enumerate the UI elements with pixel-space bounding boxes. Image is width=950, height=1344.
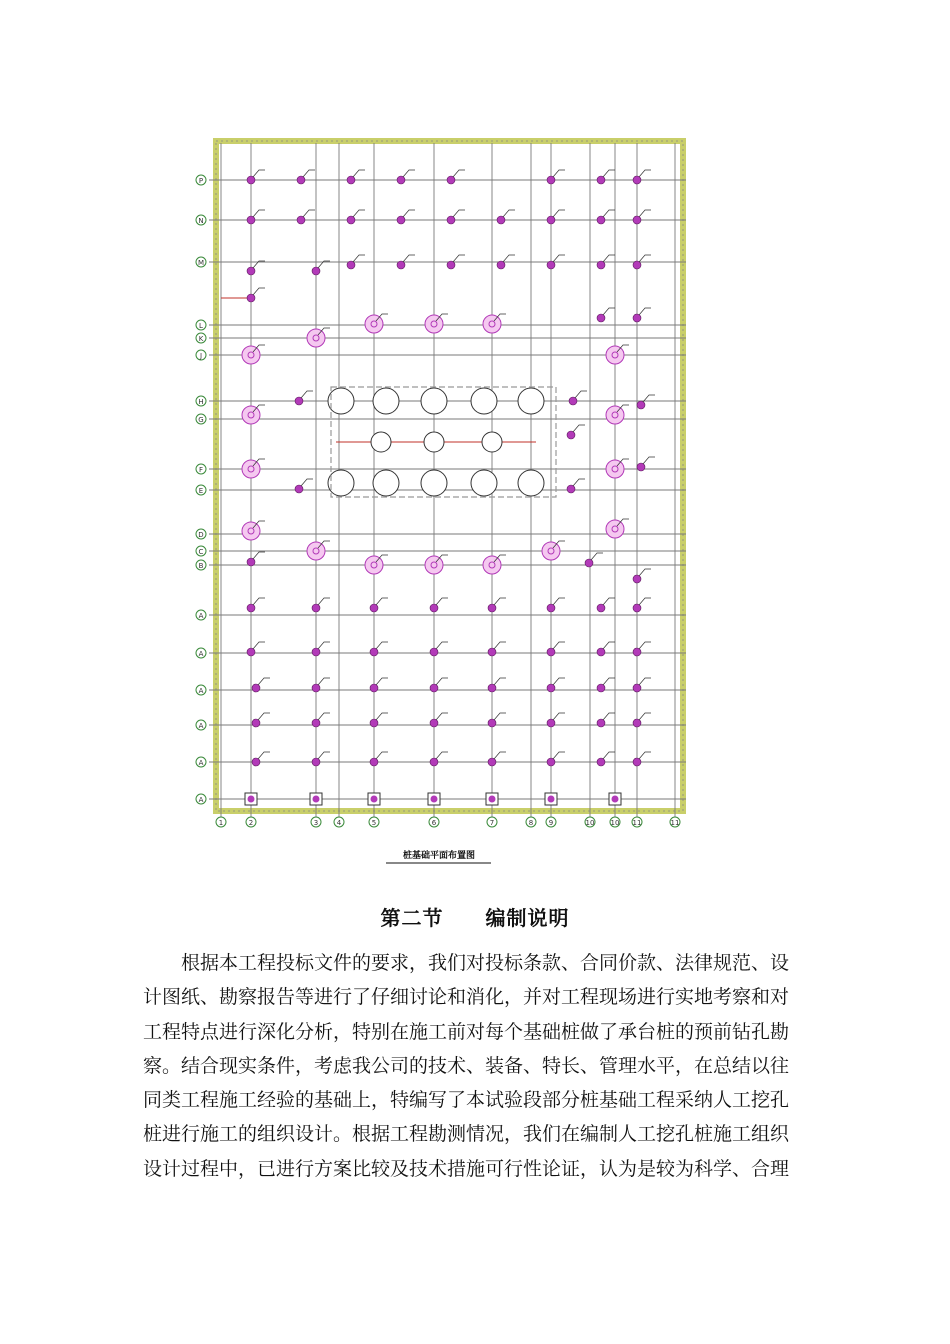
pile-leader xyxy=(436,598,448,605)
pile-leader xyxy=(436,752,448,759)
pile xyxy=(597,604,605,612)
pile-leader xyxy=(301,479,313,486)
pile xyxy=(488,648,496,656)
pile xyxy=(497,261,505,269)
pile xyxy=(488,684,496,692)
pile-leader xyxy=(603,170,615,177)
axis-label: D xyxy=(198,531,204,539)
plan-caption: 桩基础平面布置图 xyxy=(402,851,476,861)
core-pile xyxy=(373,388,399,414)
pile-large xyxy=(365,556,383,574)
axis-label: 10 xyxy=(585,819,595,827)
pile-leader xyxy=(494,678,506,685)
pile-leader xyxy=(258,678,270,685)
pile-leader xyxy=(318,642,330,649)
pile-large xyxy=(365,315,383,333)
pile-leader xyxy=(318,752,330,759)
pile xyxy=(252,758,260,766)
core-pile xyxy=(373,470,399,496)
pile xyxy=(347,216,355,224)
pile xyxy=(637,401,645,409)
pile-leader xyxy=(553,210,565,217)
pile xyxy=(347,261,355,269)
pile-leader xyxy=(453,255,465,262)
axis-label: 6 xyxy=(431,819,437,827)
pile xyxy=(547,684,555,692)
pile xyxy=(252,719,260,727)
pile xyxy=(633,684,641,692)
pile-large xyxy=(242,406,260,424)
pile xyxy=(397,176,405,184)
pile xyxy=(430,648,438,656)
pile-leader xyxy=(376,713,388,720)
paragraph-line: 设计过程中，已进行方案比较及技术措施可行性论证，认为是较为科学、合理 xyxy=(143,1157,790,1180)
pile xyxy=(567,485,575,493)
pile xyxy=(633,261,641,269)
core-pile xyxy=(421,388,447,414)
axis-label: G xyxy=(198,416,204,424)
pile-leader xyxy=(403,170,415,177)
axis-label: F xyxy=(198,466,204,474)
paragraph-line: 工程特点进行深化分析，特别在施工前对每个基础桩做了承台桩的预前钻孔勘 xyxy=(143,1020,790,1043)
pile xyxy=(370,684,378,692)
axis-label: 7 xyxy=(489,819,495,827)
pile-leader xyxy=(639,210,651,217)
pile xyxy=(430,719,438,727)
pile xyxy=(247,176,255,184)
pile-leader xyxy=(494,598,506,605)
pile-leader xyxy=(453,170,465,177)
pile xyxy=(597,216,605,224)
pile-leader xyxy=(494,752,506,759)
axis-label: 11 xyxy=(670,819,680,827)
axis-label: E xyxy=(198,487,204,495)
pile-large xyxy=(606,406,624,424)
core-pile xyxy=(518,470,544,496)
pile xyxy=(397,261,405,269)
pile xyxy=(295,397,303,405)
pile-leader xyxy=(639,598,651,605)
pile-leader xyxy=(453,210,465,217)
pile-leader xyxy=(639,308,651,315)
section-title: 第二节 编制说明 xyxy=(380,906,570,930)
axis-label: 5 xyxy=(371,819,377,827)
pile-large xyxy=(242,346,260,364)
pile xyxy=(370,758,378,766)
pile xyxy=(397,216,405,224)
pile-leader xyxy=(553,752,565,759)
pile xyxy=(633,575,641,583)
axis-label: 3 xyxy=(313,819,319,827)
pile xyxy=(312,684,320,692)
pile xyxy=(312,604,320,612)
axis-label: 2 xyxy=(248,819,254,827)
core-pile xyxy=(328,470,354,496)
pile-large xyxy=(242,460,260,478)
axis-label: A xyxy=(198,612,204,620)
pile-leader xyxy=(573,425,585,432)
pile xyxy=(430,604,438,612)
pile xyxy=(547,216,555,224)
pile xyxy=(585,559,593,567)
core-pile xyxy=(471,470,497,496)
pile-leader xyxy=(639,642,651,649)
pile-leader xyxy=(603,678,615,685)
square-pile-core xyxy=(313,796,320,803)
pile xyxy=(247,558,255,566)
axis-label: C xyxy=(198,548,204,556)
axis-label: H xyxy=(198,398,204,406)
pile-leader xyxy=(573,479,585,486)
pile-large xyxy=(606,460,624,478)
square-pile-core xyxy=(548,796,555,803)
pile xyxy=(247,294,255,302)
square-pile-core xyxy=(612,796,619,803)
pile xyxy=(430,758,438,766)
pile-leader xyxy=(253,598,265,605)
axis-label: 4 xyxy=(336,819,342,827)
pile-leader xyxy=(376,752,388,759)
core-pile xyxy=(328,388,354,414)
pile-leader xyxy=(643,457,655,464)
pile-leader xyxy=(376,678,388,685)
pile-leader xyxy=(553,642,565,649)
pile-leader xyxy=(258,713,270,720)
pile-leader xyxy=(603,308,615,315)
pile-leader xyxy=(318,713,330,720)
axis-label: J xyxy=(199,352,203,360)
axis-label: P xyxy=(198,177,204,185)
pile xyxy=(633,216,641,224)
pile xyxy=(597,684,605,692)
pile xyxy=(447,261,455,269)
axis-label: A xyxy=(198,759,204,767)
core-pile xyxy=(371,432,391,452)
pile xyxy=(430,684,438,692)
pile xyxy=(597,758,605,766)
pile-large xyxy=(483,556,501,574)
pile xyxy=(597,261,605,269)
paragraph-line: 桩进行施工的组织设计。根据工程勘测情况，我们在编制人工挖孔桩施工组织 xyxy=(143,1123,790,1146)
pile xyxy=(488,604,496,612)
axis-label: K xyxy=(198,335,204,343)
axis-label: A xyxy=(198,650,204,658)
pile-leader xyxy=(303,210,315,217)
pile-leader xyxy=(603,713,615,720)
pile xyxy=(567,431,575,439)
pile-leader xyxy=(639,569,651,576)
pile-leader xyxy=(603,210,615,217)
pile xyxy=(547,719,555,727)
pile xyxy=(312,648,320,656)
pile-leader xyxy=(639,752,651,759)
pile xyxy=(633,719,641,727)
pile-leader xyxy=(494,713,506,720)
pile-leader xyxy=(639,170,651,177)
pile-leader xyxy=(575,391,587,398)
pile xyxy=(297,216,305,224)
axis-label: A xyxy=(198,687,204,695)
pile xyxy=(633,648,641,656)
pile-leader xyxy=(603,598,615,605)
pile-large xyxy=(242,522,260,540)
pile xyxy=(547,176,555,184)
pile-leader xyxy=(553,255,565,262)
pile xyxy=(347,176,355,184)
axis-label: N xyxy=(198,217,204,225)
pile-leader xyxy=(553,713,565,720)
axis-label: L xyxy=(199,322,203,330)
pile xyxy=(597,314,605,322)
pile xyxy=(370,604,378,612)
pile xyxy=(370,648,378,656)
pile-leader xyxy=(258,752,270,759)
pile xyxy=(247,648,255,656)
pile xyxy=(252,684,260,692)
pile-leader xyxy=(403,210,415,217)
pile-large xyxy=(542,542,560,560)
square-pile-core xyxy=(431,796,438,803)
core-pile xyxy=(421,470,447,496)
paragraph-line: 根据本工程投标文件的要求，我们对投标条款、合同价款、法律规范、设 xyxy=(181,952,790,974)
pile-large xyxy=(483,315,501,333)
core-pile xyxy=(518,388,544,414)
pile xyxy=(547,604,555,612)
pile xyxy=(547,261,555,269)
axis-label: A xyxy=(198,722,204,730)
pile-leader xyxy=(303,170,315,177)
pile xyxy=(247,604,255,612)
pile-leader xyxy=(436,678,448,685)
pile-large xyxy=(307,329,325,347)
pile xyxy=(497,216,505,224)
pile-leader xyxy=(494,642,506,649)
axis-label: M xyxy=(197,259,205,267)
core-pile xyxy=(482,432,502,452)
pile-leader xyxy=(503,210,515,217)
body-paragraph xyxy=(143,946,811,1186)
pile-leader xyxy=(639,255,651,262)
pile-large xyxy=(606,346,624,364)
pile-leader xyxy=(253,642,265,649)
pile xyxy=(547,758,555,766)
pile-leader xyxy=(376,642,388,649)
pile xyxy=(633,604,641,612)
square-pile-core xyxy=(371,796,378,803)
pile-leader xyxy=(253,552,265,559)
paragraph-line: 察。结合现实条件，考虑我公司的技术、装备、特长、管理水平，在总结以往 xyxy=(143,1054,790,1077)
pile-leader xyxy=(353,210,365,217)
pile-leader xyxy=(253,170,265,177)
pile-leader xyxy=(376,598,388,605)
axis-label: 10 xyxy=(610,819,620,827)
plan-svg xyxy=(181,125,696,873)
pile-leader xyxy=(403,255,415,262)
pile-leader xyxy=(603,255,615,262)
pile-leader xyxy=(353,170,365,177)
pile-foundation-plan-drawing xyxy=(181,125,696,873)
square-pile-core xyxy=(489,796,496,803)
pile-leader xyxy=(436,713,448,720)
pile xyxy=(488,758,496,766)
pile xyxy=(633,758,641,766)
pile xyxy=(597,719,605,727)
pile-leader xyxy=(639,713,651,720)
pile xyxy=(633,176,641,184)
pile-leader xyxy=(253,210,265,217)
pile-leader xyxy=(639,678,651,685)
axis-label: 11 xyxy=(632,819,642,827)
pile-large xyxy=(425,556,443,574)
axis-label: 1 xyxy=(218,819,224,827)
pile xyxy=(247,267,255,275)
pile-leader xyxy=(503,255,515,262)
square-pile-core xyxy=(248,796,255,803)
pile xyxy=(295,485,303,493)
pile xyxy=(488,719,496,727)
core-pile xyxy=(424,432,444,452)
axis-label: 8 xyxy=(528,819,534,827)
pile xyxy=(447,176,455,184)
pile-leader xyxy=(553,170,565,177)
pile-leader xyxy=(603,642,615,649)
pile-leader xyxy=(553,678,565,685)
pile xyxy=(597,176,605,184)
pile-large xyxy=(606,520,624,538)
pile-leader xyxy=(591,553,603,560)
pile xyxy=(597,648,605,656)
pile xyxy=(312,267,320,275)
pile-leader xyxy=(301,391,313,398)
pile xyxy=(312,758,320,766)
pile xyxy=(637,463,645,471)
pile-leader xyxy=(318,678,330,685)
pile xyxy=(633,314,641,322)
pile-leader xyxy=(436,642,448,649)
core-pile xyxy=(471,388,497,414)
pile-leader xyxy=(318,598,330,605)
pile xyxy=(547,648,555,656)
pile xyxy=(370,719,378,727)
paragraph-line: 计图纸、勘察报告等进行了仔细讨论和消化，并对工程现场进行实地考察和对 xyxy=(143,986,790,1009)
paragraph-line: 同类工程施工经验的基础上，特编写了本试验段部分桩基础工程采纳人工挖孔 xyxy=(143,1089,790,1112)
pile xyxy=(312,719,320,727)
pile-leader xyxy=(253,288,265,295)
pile-large xyxy=(425,315,443,333)
pile xyxy=(447,216,455,224)
pile-leader xyxy=(603,752,615,759)
pile xyxy=(569,397,577,405)
pile-leader xyxy=(353,255,365,262)
pile-leader xyxy=(553,598,565,605)
pile-large xyxy=(307,542,325,560)
pile xyxy=(297,176,305,184)
axis-label: B xyxy=(198,562,204,570)
axis-label: 9 xyxy=(548,819,554,827)
axis-label: A xyxy=(198,796,204,804)
pile xyxy=(247,216,255,224)
